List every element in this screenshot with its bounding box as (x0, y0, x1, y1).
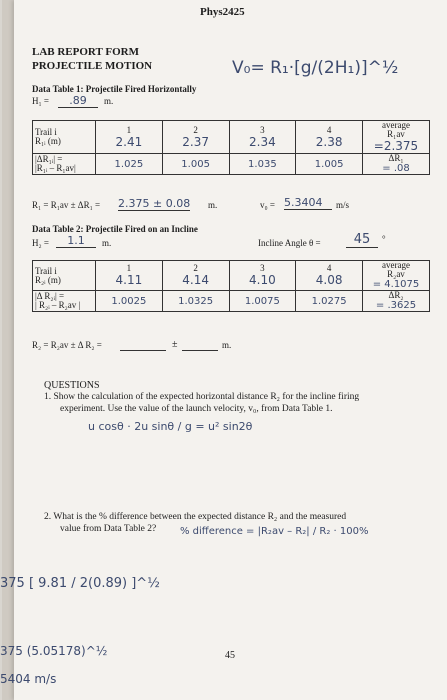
work-line-3: 5404 m/s (0, 672, 57, 686)
r2-blank-line (120, 350, 166, 351)
table-row (33, 154, 430, 175)
v0-formula-handwritten: V₀= R₁·[g/(2H₁)]^½ (232, 58, 399, 78)
page-number: 45 (225, 650, 235, 661)
question-2-line2: value from Data Table 2? (60, 524, 157, 534)
h2-label: H₂ = (32, 238, 49, 248)
trail-label: Trail i (35, 127, 57, 137)
table-cell: 1 4.11 (96, 261, 163, 291)
table-row (33, 261, 430, 291)
table-cell: 4 4.08 (296, 261, 363, 291)
table2-caption: Data Table 2: Projectile Fired on an Incline (32, 224, 198, 234)
row-header: Trail i R₂ᵢ (m) (33, 261, 96, 291)
report-title: LAB REPORT FORM (32, 46, 139, 58)
work-line-1: 375 [ 9.81 / 2(0.89) ]^½ (0, 576, 160, 591)
table-cell: 1.0025 (96, 291, 163, 312)
row-header: |Δ R₂ᵢ| = | R₂ᵢ – R₂av | (33, 291, 96, 312)
table-cell: 3 4.10 (229, 261, 296, 291)
question-2-work: % difference = |R₂av – R₂| / R₂ · 100% (180, 526, 369, 537)
table-cell: 1.005 (162, 154, 229, 175)
questions-heading: QUESTIONS (44, 380, 100, 391)
v0-value: 5.3404 (284, 196, 332, 210)
report-subtitle: PROJECTILE MOTION (32, 60, 153, 72)
question-1-line1: 1. Show the calculation of the expected horizontal distance R₂ for the incline firing (44, 392, 360, 402)
table-cell: 3 2.34 (229, 121, 296, 154)
table-cell: 1.005 (296, 154, 363, 175)
table-cell: 1 2.41 (96, 121, 163, 154)
table-cell: 1.0275 (296, 291, 363, 312)
r1-result-label: R₁ = R₁av ± ΔR₁ = (32, 200, 101, 210)
table1-caption: Data Table 1: Projectile Fired Horizontally (32, 84, 197, 94)
question-2-line1: 2. What is the % difference between the expected distance R₂ and the measured (44, 512, 347, 522)
average-cell: average R₁av =2.375 (363, 121, 430, 154)
h1-unit: m. (104, 96, 114, 106)
table-row (33, 291, 430, 312)
degree-symbol: ° (382, 234, 386, 244)
v0-unit: m/s (336, 200, 350, 210)
average-cell: average R₂av = 4.1075 (363, 261, 430, 291)
average-cell: ΔR₁ = .08 (363, 154, 430, 175)
work-line-2: 375 (5.05178)^½ (0, 644, 108, 658)
r-label: R₁ᵢ (m) (35, 136, 61, 146)
table-cell: 2 4.14 (162, 261, 229, 291)
average-cell: ΔR₂ = .3625 (363, 291, 430, 312)
row-header: |ΔR₁ᵢ| = |R₁ᵢ – R₁av| (33, 154, 96, 175)
question-1-work: u cosθ · 2u sinθ / g = u² sin2θ (88, 420, 253, 433)
r1-result-value: 2.375 ± 0.08 (118, 197, 191, 210)
row-header (33, 121, 96, 154)
table-cell: 2 2.37 (162, 121, 229, 154)
table-cell: 1.0325 (162, 291, 229, 312)
r1-unit: m. (208, 200, 218, 210)
data-table-1 (32, 120, 430, 175)
page-edge (2, 0, 14, 700)
h2-unit: m. (102, 238, 112, 248)
table-cell: 1.035 (229, 154, 296, 175)
table-row (33, 121, 430, 154)
question-1-line2: experiment. Use the value of the launch velocity, v₀, from Data Table 1. (60, 404, 333, 414)
incline-angle-label: Incline Angle θ = (258, 238, 321, 248)
h1-value: .89 (58, 94, 98, 108)
table-cell: 1.025 (96, 154, 163, 175)
incline-angle-value: 45 (346, 232, 378, 248)
r2-unit: m. (222, 340, 232, 350)
course-header: Phys2425 (200, 6, 245, 18)
r2-blank-line (182, 350, 218, 351)
h1-label: H₁ = (32, 96, 49, 106)
table-cell: 1.0075 (229, 291, 296, 312)
data-table-2 (32, 260, 430, 312)
table-cell: 4 2.38 (296, 121, 363, 154)
v0-label: v₀ = (260, 200, 275, 210)
h2-value: 1.1 (56, 234, 96, 248)
r2-result-label: R₂ = R₂av ± Δ R₂ = (32, 340, 102, 350)
r2-plus-minus: ± (172, 339, 178, 350)
